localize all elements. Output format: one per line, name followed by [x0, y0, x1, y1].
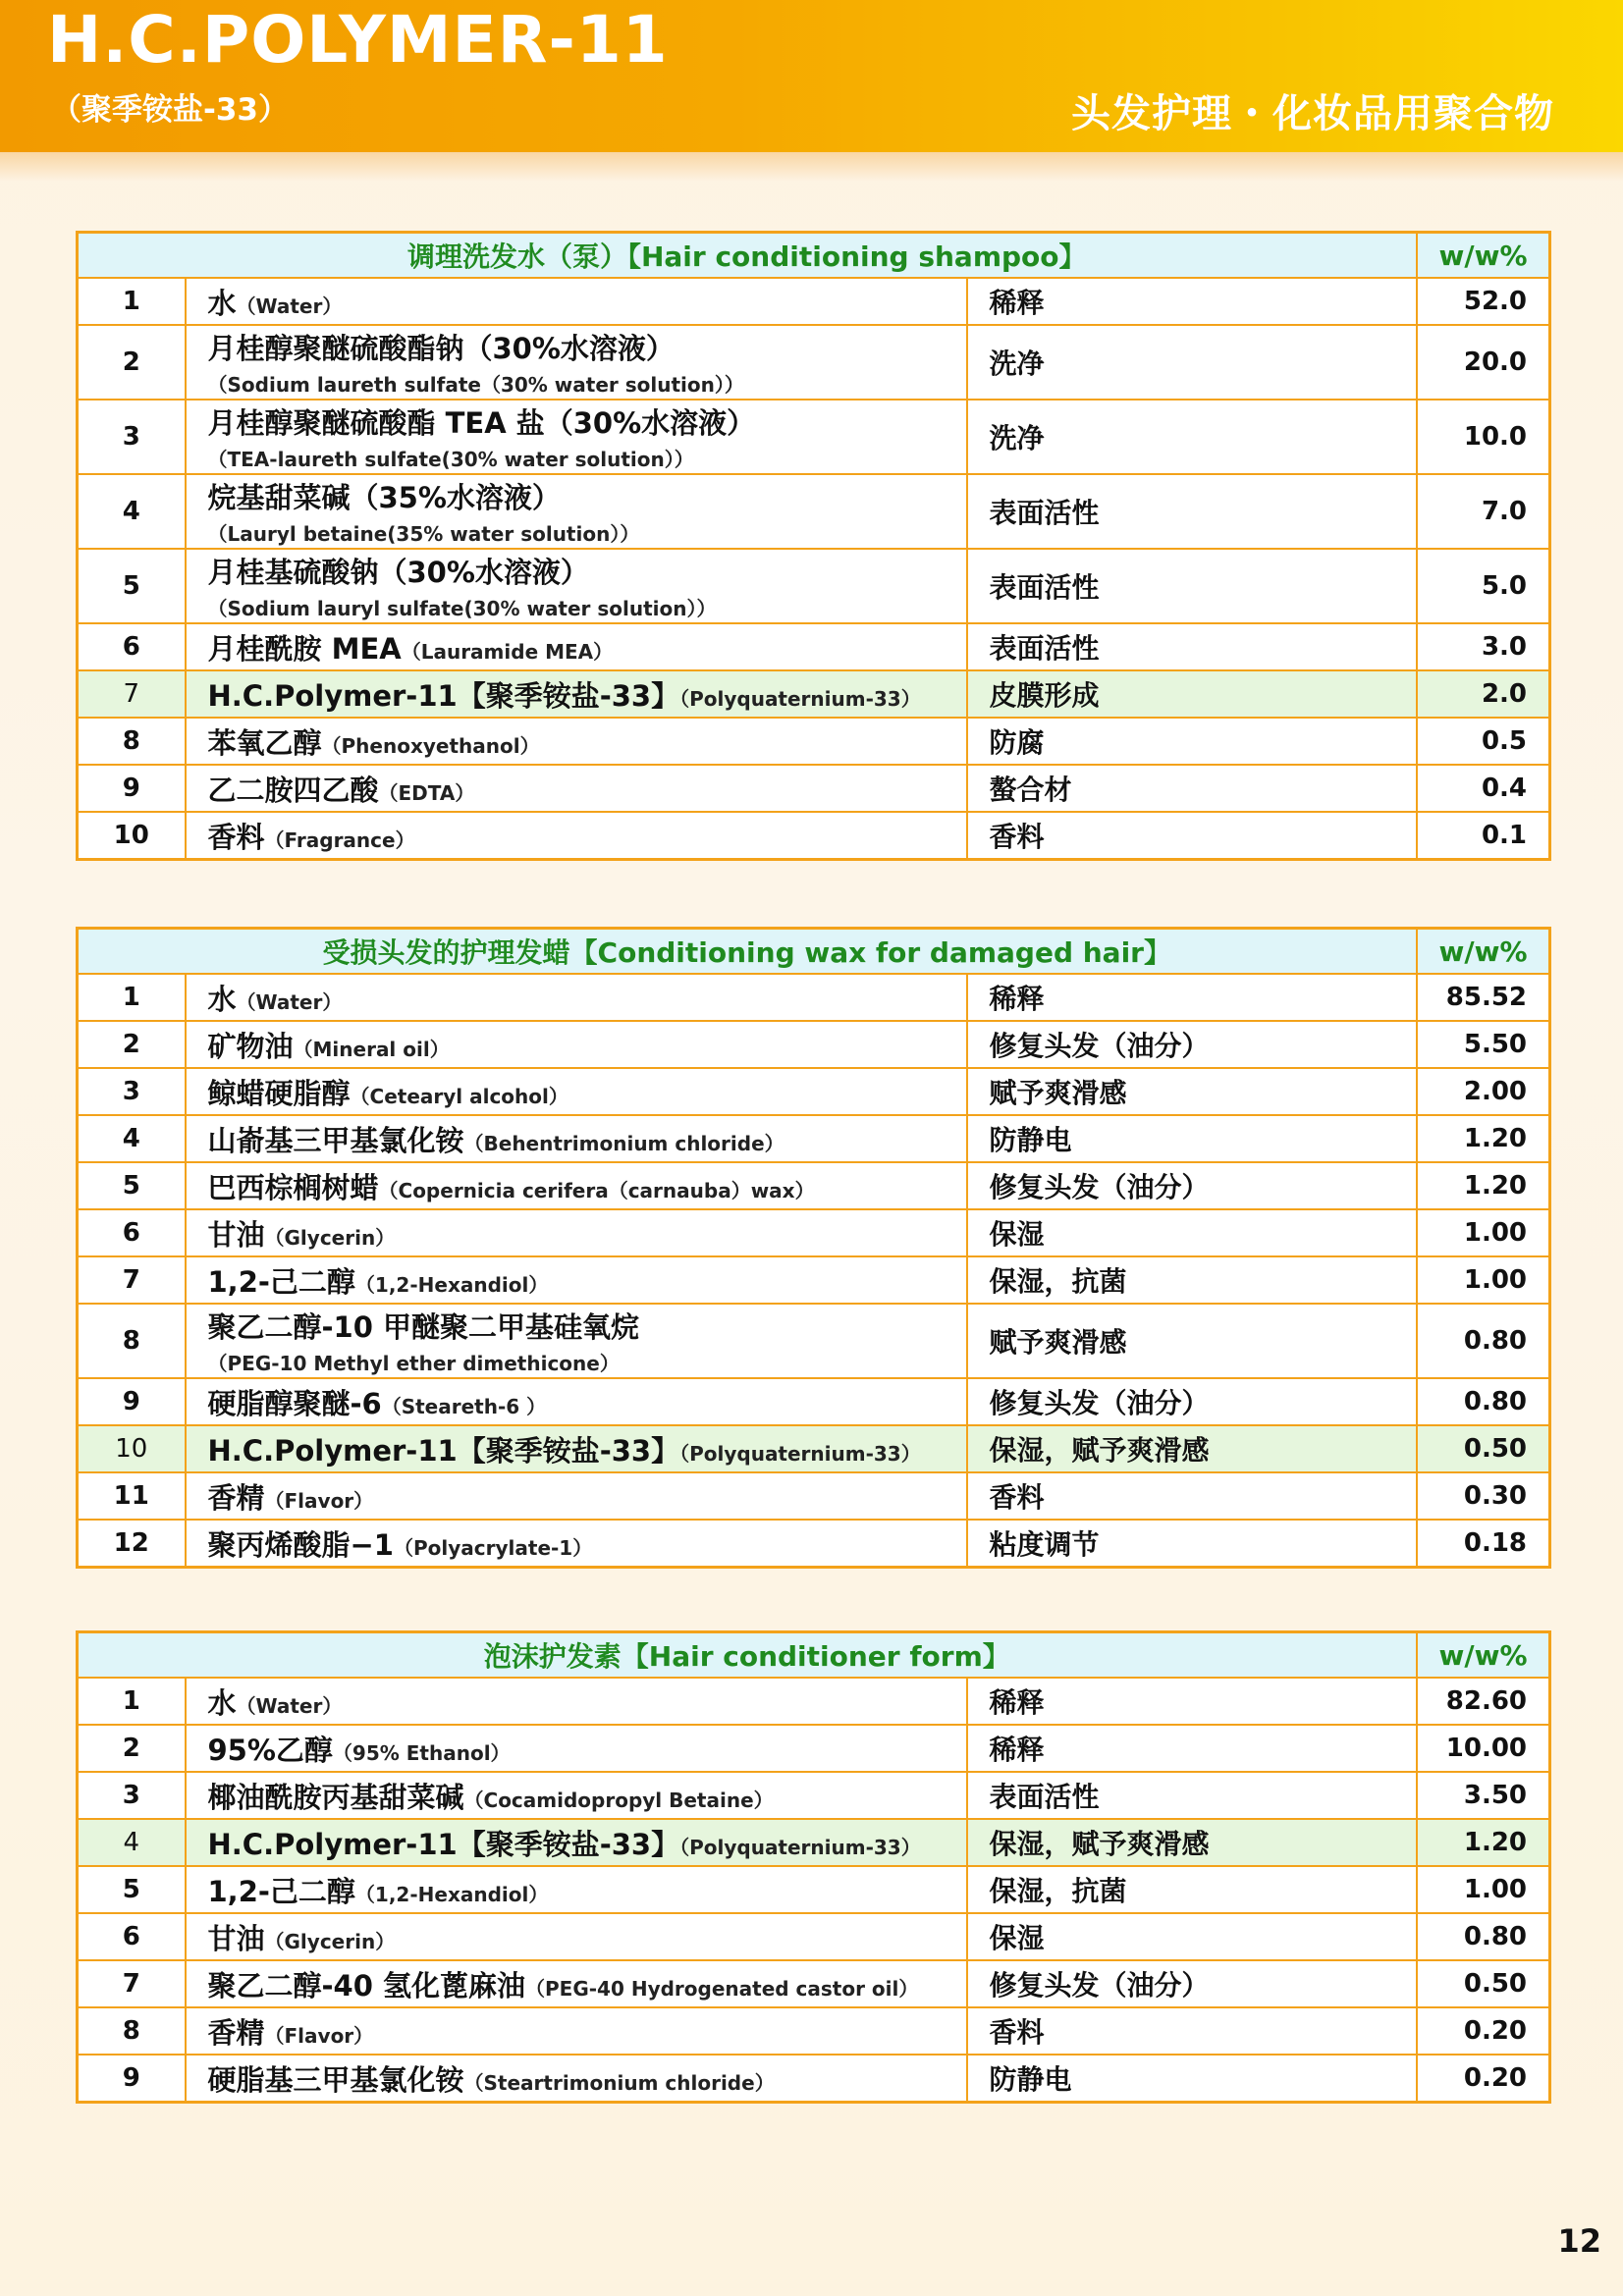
ingredient-name-en: （Flavor） [264, 1488, 374, 1513]
ingredient-cell [186, 812, 967, 860]
amount-cell: 0.20 [1417, 2055, 1550, 2103]
ingredient-name-en: （Sodium lauryl sulfate(30% water solution）） [207, 597, 717, 620]
product-name: H.C.POLYMER-11 [47, 2, 669, 78]
ingredient-name-cn: 硬脂基三甲基氯化铵 [207, 2062, 464, 2097]
formula-table-shampoo [76, 231, 1551, 861]
row-number: 5 [78, 549, 186, 623]
ingredient-name-en: （Water） [236, 989, 343, 1014]
ingredient-cell [186, 1021, 967, 1068]
ingredient-name-en: （EDTA） [378, 780, 475, 805]
function-cell: 螯合材 [967, 765, 1417, 812]
ingredient-name-en: （Steareth-6 ） [381, 1394, 547, 1418]
amount-cell: 1.20 [1417, 1819, 1550, 1866]
product-subtitle: （聚季铵盐-33） [51, 92, 290, 128]
ingredient-cell [186, 549, 967, 623]
ingredient-cell [186, 474, 967, 549]
table-row [78, 1378, 1550, 1425]
row-number: 1 [78, 974, 186, 1021]
table-row [78, 325, 1550, 400]
ingredient-name-en: （Mineral oil） [293, 1037, 450, 1061]
ingredient-name-en: （TEA-laureth sulfate(30% water solution）） [207, 448, 694, 471]
ingredient-cell [186, 1162, 967, 1209]
ingredient-name-en: （Lauramide MEA） [401, 639, 614, 664]
ingredient-cell [186, 1115, 967, 1162]
ingredient-name-cn: 水 [207, 286, 237, 320]
ingredient-name-en: （95% Ethanol） [332, 1740, 511, 1765]
table-row [78, 1913, 1550, 1960]
ingredient-cell [186, 1913, 967, 1960]
ingredient-cell [186, 1866, 967, 1913]
table-row [78, 1256, 1550, 1304]
table-row [78, 2055, 1550, 2103]
ingredient-name-cn: H.C.Polymer-11【聚季铵盐-33】 [207, 1433, 680, 1468]
function-cell: 粘度调节 [967, 1520, 1417, 1568]
ingredient-name-cn: 山嵛基三甲基氯化铵 [207, 1123, 464, 1157]
highlight-row [78, 1819, 1550, 1866]
ingredient-name-en: （Fragrance） [264, 828, 415, 852]
amount-cell: 2.00 [1417, 1068, 1550, 1115]
ingredient-name-cn: 乙二胺四乙酸 [207, 773, 379, 807]
ingredient-cell [186, 1520, 967, 1568]
ingredient-cell [186, 1678, 967, 1725]
amount-cell: 10.0 [1417, 400, 1550, 474]
ingredient-cell [186, 2055, 967, 2103]
ingredient-cell [186, 1304, 967, 1378]
ingredient-name-cn: 苯氧乙醇 [207, 725, 322, 760]
ingredient-cell [186, 670, 967, 718]
formula-table-wax [76, 927, 1551, 1569]
function-cell: 修复头发（油分） [967, 1021, 1417, 1068]
table-row [78, 812, 1550, 860]
amount-cell: 0.20 [1417, 2007, 1550, 2055]
amount-cell: 2.0 [1417, 670, 1550, 718]
ingredient-name-cn: 硬脂醇聚醚-6 [207, 1386, 382, 1420]
row-number: 10 [78, 812, 186, 860]
amount-cell: 85.52 [1417, 974, 1550, 1021]
ingredient-cell [186, 1725, 967, 1772]
amount-cell: 20.0 [1417, 325, 1550, 400]
row-number: 4 [78, 1819, 186, 1866]
function-cell: 香料 [967, 812, 1417, 860]
ingredient-name-en: （Polyquaternium-33） [679, 1835, 921, 1859]
amount-cell: 52.0 [1417, 278, 1550, 325]
ingredient-name-cn: 香精 [207, 1480, 265, 1515]
function-cell: 皮膜形成 [967, 670, 1417, 718]
table-row [78, 1472, 1550, 1520]
table-row [78, 1520, 1550, 1568]
row-number: 9 [78, 1378, 186, 1425]
ingredient-name-cn: 椰油酰胺丙基甜菜碱 [207, 1780, 464, 1814]
amount-cell: 5.50 [1417, 1021, 1550, 1068]
row-number: 5 [78, 1162, 186, 1209]
table-row [78, 974, 1550, 1021]
ingredient-name-cn: 95%乙醇 [207, 1733, 333, 1767]
function-cell: 赋予爽滑感 [967, 1304, 1417, 1378]
header-shadow [0, 152, 1623, 182]
function-cell: 修复头发（油分） [967, 1162, 1417, 1209]
ingredient-cell [186, 765, 967, 812]
amount-cell: 3.0 [1417, 623, 1550, 670]
table-row [78, 2007, 1550, 2055]
function-cell: 修复头发（油分） [967, 1378, 1417, 1425]
row-number: 8 [78, 2007, 186, 2055]
unit-header: w/w% [1417, 233, 1550, 279]
ingredient-cell [186, 278, 967, 325]
ingredient-name-en: （Phenoxyethanol） [321, 733, 540, 758]
highlight-row [78, 670, 1550, 718]
ingredient-name-en: （PEG-10 Methyl ether dimethicone） [207, 1352, 620, 1375]
highlight-row [78, 1425, 1550, 1472]
function-cell: 表面活性 [967, 623, 1417, 670]
ingredient-cell [186, 325, 967, 400]
function-cell: 稀释 [967, 1725, 1417, 1772]
ingredient-name-cn: 聚丙烯酸脂−1 [207, 1527, 394, 1562]
amount-cell: 0.18 [1417, 1520, 1550, 1568]
row-number: 7 [78, 670, 186, 718]
table-row [78, 549, 1550, 623]
row-number: 6 [78, 623, 186, 670]
row-number: 5 [78, 1866, 186, 1913]
amount-cell: 1.00 [1417, 1209, 1550, 1256]
table-row [78, 1725, 1550, 1772]
ingredient-name-cn: 月桂酰胺 MEA [207, 631, 402, 666]
row-number: 3 [78, 1772, 186, 1819]
ingredient-name-cn: 巴西棕榈树蜡 [207, 1170, 379, 1204]
row-number: 4 [78, 474, 186, 549]
ingredient-name-cn: 月桂醇聚醚硫酸酯钠（30%水溶液） [207, 332, 675, 365]
formula-table-conditioner [76, 1630, 1551, 2104]
ingredient-name-en: （1,2-Hexandiol） [354, 1272, 549, 1297]
ingredient-name-en: （Polyquaternium-33） [679, 1441, 921, 1466]
ingredient-name-cn: 矿物油 [207, 1029, 294, 1063]
ingredient-name-cn: 香料 [207, 820, 265, 854]
row-number: 9 [78, 765, 186, 812]
row-number: 6 [78, 1913, 186, 1960]
row-number: 7 [78, 1960, 186, 2007]
ingredient-name-cn: 香精 [207, 2015, 265, 2050]
amount-cell: 5.0 [1417, 549, 1550, 623]
table-row [78, 1068, 1550, 1115]
table-row [78, 1866, 1550, 1913]
row-number: 7 [78, 1256, 186, 1304]
ingredient-name-cn: 月桂醇聚醚硫酸酯 TEA 盐（30%水溶液） [207, 406, 756, 440]
amount-cell: 1.00 [1417, 1866, 1550, 1913]
table-header-row [78, 233, 1550, 279]
function-cell: 防腐 [967, 718, 1417, 765]
page-number: 12 [1557, 2222, 1601, 2260]
ingredient-name-en: （Flavor） [264, 2023, 374, 2048]
table-row [78, 765, 1550, 812]
ingredient-cell [186, 2007, 967, 2055]
ingredient-name-cn: 月桂基硫酸钠（30%水溶液） [207, 556, 589, 589]
table-row [78, 1960, 1550, 2007]
table-title: 受损头发的护理发蜡【Conditioning wax for damaged hair】 [78, 929, 1417, 975]
ingredient-cell [186, 623, 967, 670]
ingredient-name-en: （Cocamidopropyl Betaine） [463, 1788, 774, 1812]
row-number: 3 [78, 400, 186, 474]
function-cell: 稀释 [967, 1678, 1417, 1725]
unit-header: w/w% [1417, 1632, 1550, 1679]
ingredient-cell [186, 1772, 967, 1819]
amount-cell: 1.00 [1417, 1256, 1550, 1304]
ingredient-name-cn: 1,2-己二醇 [207, 1874, 355, 1908]
amount-cell: 0.50 [1417, 1425, 1550, 1472]
row-number: 9 [78, 2055, 186, 2103]
amount-cell: 0.5 [1417, 718, 1550, 765]
row-number: 2 [78, 325, 186, 400]
function-cell: 保湿，赋予爽滑感 [967, 1819, 1417, 1866]
amount-cell: 1.20 [1417, 1115, 1550, 1162]
table-row [78, 1678, 1550, 1725]
ingredient-name-cn: 水 [207, 982, 237, 1016]
row-number: 1 [78, 1678, 186, 1725]
ingredient-cell [186, 1819, 967, 1866]
amount-cell: 0.50 [1417, 1960, 1550, 2007]
amount-cell: 3.50 [1417, 1772, 1550, 1819]
ingredient-cell [186, 718, 967, 765]
row-number: 4 [78, 1115, 186, 1162]
function-cell: 赋予爽滑感 [967, 1068, 1417, 1115]
table-row [78, 623, 1550, 670]
row-number: 2 [78, 1021, 186, 1068]
function-cell: 表面活性 [967, 1772, 1417, 1819]
ingredient-cell [186, 974, 967, 1021]
ingredient-name-cn: 烷基甜菜碱（35%水溶液） [207, 481, 561, 514]
function-cell: 稀释 [967, 278, 1417, 325]
row-number: 11 [78, 1472, 186, 1520]
ingredient-name-cn: 甘油 [207, 1217, 265, 1252]
function-cell: 稀释 [967, 974, 1417, 1021]
ingredient-name-en: （1,2-Hexandiol） [354, 1882, 549, 1906]
unit-header: w/w% [1417, 929, 1550, 975]
ingredient-name-en: （Polyquaternium-33） [679, 686, 921, 711]
ingredient-name-en: （Lauryl betaine(35% water solution）） [207, 522, 640, 546]
function-cell: 香料 [967, 1472, 1417, 1520]
table-row [78, 1304, 1550, 1378]
amount-cell: 7.0 [1417, 474, 1550, 549]
amount-cell: 0.4 [1417, 765, 1550, 812]
ingredient-cell [186, 1209, 967, 1256]
table-title: 调理洗发水（泵）【Hair conditioning shampoo】 [78, 233, 1417, 279]
table-row [78, 474, 1550, 549]
function-cell: 保湿，赋予爽滑感 [967, 1425, 1417, 1472]
ingredient-cell [186, 400, 967, 474]
amount-cell: 0.80 [1417, 1304, 1550, 1378]
row-number: 2 [78, 1725, 186, 1772]
row-number: 3 [78, 1068, 186, 1115]
function-cell: 洗净 [967, 325, 1417, 400]
ingredient-cell [186, 1068, 967, 1115]
table-row [78, 1162, 1550, 1209]
row-number: 8 [78, 718, 186, 765]
table-row [78, 278, 1550, 325]
table-row [78, 400, 1550, 474]
ingredient-name-cn: H.C.Polymer-11【聚季铵盐-33】 [207, 1827, 680, 1861]
function-cell: 保湿 [967, 1209, 1417, 1256]
row-number: 8 [78, 1304, 186, 1378]
amount-cell: 82.60 [1417, 1678, 1550, 1725]
ingredient-cell [186, 1960, 967, 2007]
ingredient-name-cn: 鲸蜡硬脂醇 [207, 1076, 351, 1110]
ingredient-name-cn: H.C.Polymer-11【聚季铵盐-33】 [207, 678, 680, 713]
row-number: 6 [78, 1209, 186, 1256]
amount-cell: 0.1 [1417, 812, 1550, 860]
ingredient-cell [186, 1425, 967, 1472]
ingredient-name-cn: 水 [207, 1685, 237, 1720]
ingredient-cell [186, 1378, 967, 1425]
row-number: 10 [78, 1425, 186, 1472]
row-number: 1 [78, 278, 186, 325]
function-cell: 表面活性 [967, 549, 1417, 623]
table-row [78, 1772, 1550, 1819]
ingredient-name-cn: 聚乙二醇-10 甲醚聚二甲基硅氧烷 [207, 1310, 639, 1344]
ingredient-cell [186, 1256, 967, 1304]
table-row [78, 1209, 1550, 1256]
table-header-row [78, 1632, 1550, 1679]
ingredient-name-en: （Glycerin） [264, 1929, 396, 1953]
ingredient-name-en: （Water） [236, 294, 343, 318]
function-cell: 香料 [967, 2007, 1417, 2055]
table-header-row [78, 929, 1550, 975]
ingredient-name-en: （PEG-40 Hydrogenated castor oil） [525, 1976, 919, 2001]
function-cell: 保湿，抗菌 [967, 1256, 1417, 1304]
row-number: 12 [78, 1520, 186, 1568]
ingredient-name-en: （Polyacrylate-1） [393, 1535, 593, 1560]
function-cell: 表面活性 [967, 474, 1417, 549]
ingredient-name-cn: 甘油 [207, 1921, 265, 1955]
function-cell: 防静电 [967, 1115, 1417, 1162]
ingredient-name-cn: 聚乙二醇-40 氢化蓖麻油 [207, 1968, 525, 2002]
page-header [0, 0, 1623, 152]
function-cell: 保湿 [967, 1913, 1417, 1960]
ingredient-name-en: （Cetearyl alcohol） [350, 1084, 568, 1108]
function-cell: 防静电 [967, 2055, 1417, 2103]
function-cell: 保湿，抗菌 [967, 1866, 1417, 1913]
ingredient-name-en: （Sodium laureth sulfate（30% water solution）） [207, 373, 744, 397]
table-row [78, 1021, 1550, 1068]
table-row [78, 718, 1550, 765]
amount-cell: 0.80 [1417, 1913, 1550, 1960]
ingredient-name-en: （Steartrimonium chloride） [463, 2070, 775, 2095]
amount-cell: 0.30 [1417, 1472, 1550, 1520]
function-cell: 洗净 [967, 400, 1417, 474]
table-row [78, 1115, 1550, 1162]
function-cell: 修复头发（油分） [967, 1960, 1417, 2007]
ingredient-cell [186, 1472, 967, 1520]
amount-cell: 0.80 [1417, 1378, 1550, 1425]
ingredient-name-cn: 1,2-己二醇 [207, 1264, 355, 1299]
table-title: 泡沫护发素【Hair conditioner form】 [78, 1632, 1417, 1679]
ingredient-name-en: （Copernicia cerifera（carnauba）wax） [378, 1178, 815, 1202]
ingredient-name-en: （Glycerin） [264, 1225, 396, 1250]
category-title: 头发护理・化妆品用聚合物 [1071, 91, 1554, 136]
ingredient-name-en: （Behentrimonium chloride） [463, 1131, 784, 1155]
amount-cell: 10.00 [1417, 1725, 1550, 1772]
ingredient-name-en: （Water） [236, 1693, 343, 1718]
amount-cell: 1.20 [1417, 1162, 1550, 1209]
